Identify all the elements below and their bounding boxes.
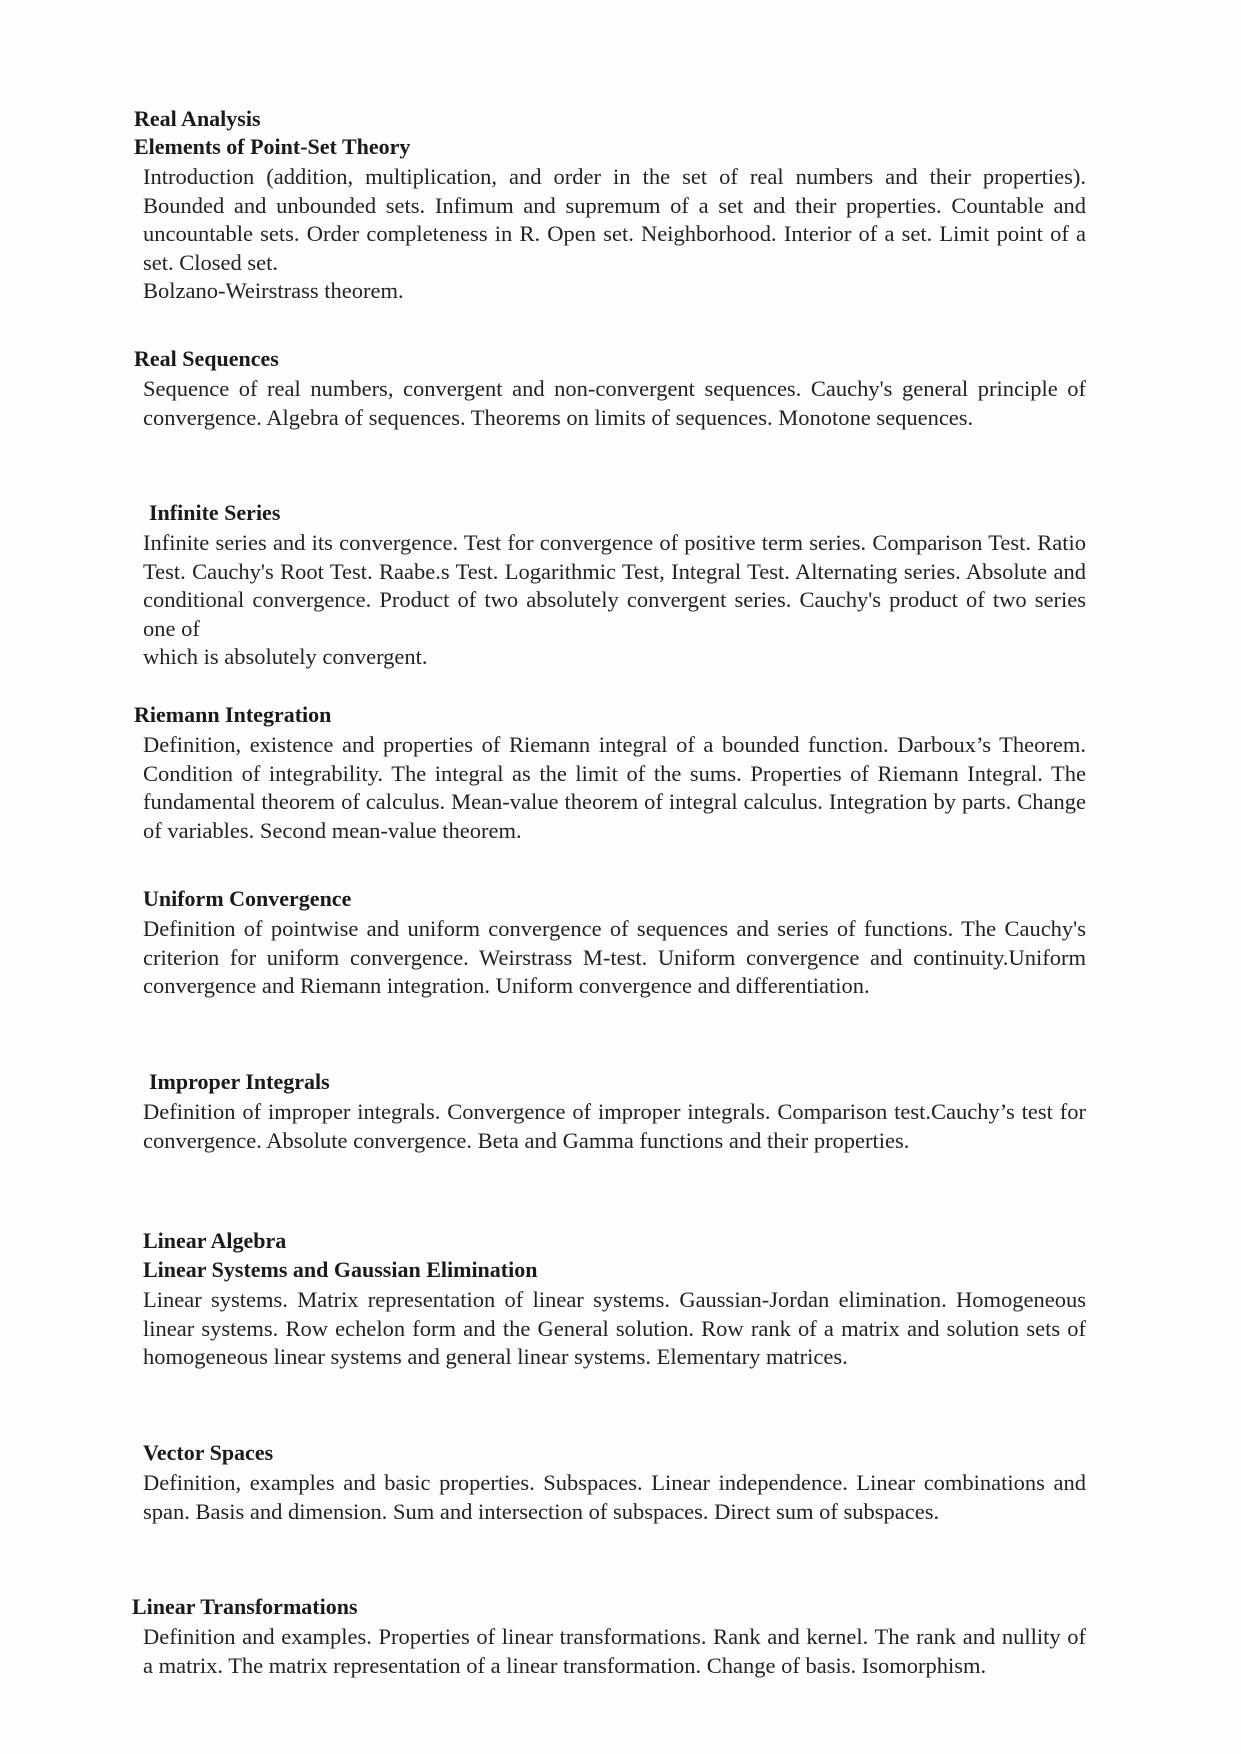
subsection-heading-uniform-convergence: Uniform Convergence <box>143 886 352 911</box>
paragraph-infinite-series <box>143 529 1086 672</box>
paragraph-line: Sequence of real numbers, convergent and non-convergent sequences. Cauchy's general principle of convergence. Algebra of sequences. Theorems on limits of sequences. Monotone sequences. <box>143 376 1086 430</box>
subsection-heading-real-sequences: Real Sequences <box>134 346 279 371</box>
paragraph-line: Definition of pointwise and uniform convergence of sequences and series of functions. The Cauchy's criterion for uniform convergence. Weirstrass M-test. Uniform convergence and continuity.Uniform convergence and Riemann integration. Uniform convergence and differentiation. <box>143 916 1086 998</box>
paragraph-uniform-convergence <box>143 915 1086 1001</box>
subsection-heading-vector-spaces: Vector Spaces <box>143 1440 274 1465</box>
section-heading-real-analysis: Real Analysis <box>134 106 261 131</box>
paragraph-point-set-theory <box>143 163 1086 306</box>
paragraph-riemann-integration <box>143 731 1086 845</box>
paragraph-line: Definition of improper integrals. Convergence of improper integrals. Comparison test.Cauchy’s test for convergence. Absolute convergence. Beta and Gamma functions and their properties. <box>143 1099 1086 1153</box>
subsection-heading-linear-systems: Linear Systems and Gaussian Elimination <box>143 1257 538 1282</box>
subsection-heading-improper-integrals: Improper Integrals <box>149 1069 330 1094</box>
paragraph-line: which is absolutely convergent. <box>143 644 428 669</box>
paragraph-linear-transformations <box>143 1623 1086 1680</box>
section-heading-linear-algebra: Linear Algebra <box>143 1228 287 1253</box>
subsection-heading-point-set-theory: Elements of Point-Set Theory <box>134 134 411 159</box>
paragraph-improper-integrals <box>143 1098 1086 1155</box>
paragraph-linear-systems <box>143 1286 1086 1372</box>
paragraph-line: Infinite series and its convergence. Test for convergence of positive term series. Comparison Test. Ratio Test. Cauchy's Root Test. Raabe.s Test. Logarithmic Test, Integral Test. Alternating series. Absolute and conditional convergence. Product of two absolutely convergent series. Cauchy's product of two series one of <box>143 530 1086 641</box>
paragraph-real-sequences <box>143 375 1086 432</box>
subsection-heading-riemann-integration: Riemann Integration <box>134 702 332 727</box>
paragraph-line: Introduction (addition, multiplication, and order in the set of real numbers and their properties). Bounded and unbounded sets. Infimum and supremum of a set and their properties. Countable and uncountable sets. Order completeness in R. Open set. Neighborhood. Interior of a set. Limit point of a set. Closed set. <box>143 164 1086 275</box>
paragraph-vector-spaces <box>143 1469 1086 1526</box>
paragraph-line: Definition, existence and properties of Riemann integral of a bounded function. Darboux’s Theorem. Condition of integrability. The integral as the limit of the sums. Properties of Riemann Integral. The fundamental theorem of calculus. Mean-value theorem of integral calculus. Integration by parts. Change of variables. Second mean-value theorem. <box>143 732 1086 843</box>
paragraph-line: Linear systems. Matrix representation of linear systems. Gaussian-Jordan elimination. Homogeneous linear systems. Row echelon form and the General solution. Row rank of a matrix and solution sets of homogeneous linear systems and general linear systems. Elementary matrices. <box>143 1287 1086 1369</box>
paragraph-line: Definition, examples and basic properties. Subspaces. Linear independence. Linear combinations and span. Basis and dimension. Sum and intersection of subspaces. Direct sum of subspaces. <box>143 1470 1086 1524</box>
paragraph-line: Bolzano-Weirstrass theorem. <box>143 278 404 303</box>
paragraph-line: Definition and examples. Properties of linear transformations. Rank and kernel. The rank and nullity of a matrix. The matrix representation of a linear transformation. Change of basis. Isomorphism. <box>143 1624 1086 1678</box>
subsection-heading-infinite-series: Infinite Series <box>149 500 281 525</box>
subsection-heading-linear-transformations: Linear Transformations <box>132 1594 358 1619</box>
